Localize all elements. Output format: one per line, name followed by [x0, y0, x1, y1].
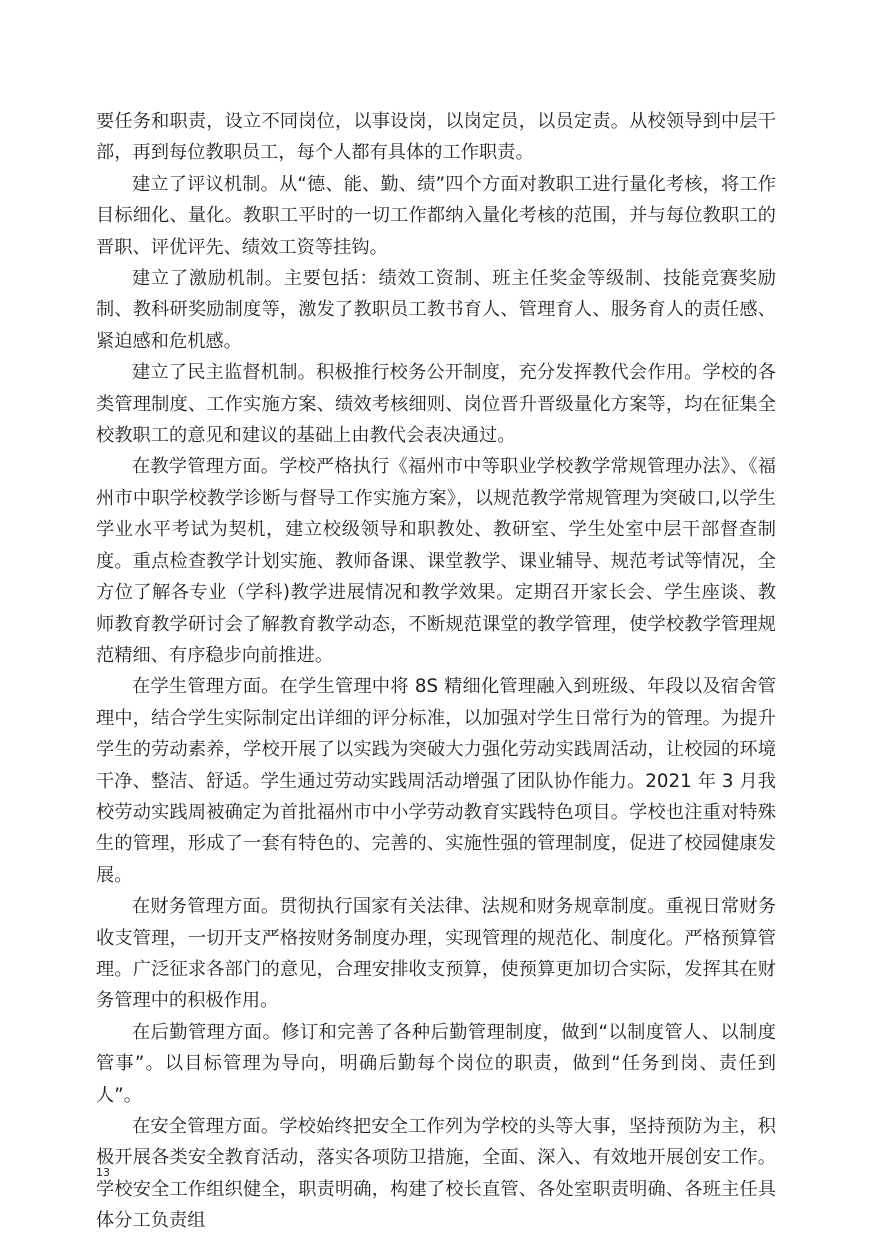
body-text — [96, 106, 776, 1237]
paragraph: 建立了民主监督机制。积极推行校务公开制度，充分发挥教代会作用。学校的各类管理制度、工作实施方案、绩效考核细则、岗位晋升晋级量化方案等，均在征集全校教职工的意见和建议的基础上由教代会表决通过。 — [96, 362, 776, 447]
paragraph: 在后勤管理方面。修订和完善了各种后勤管理制度，做到“以制度管人、以制度管事”。以目标管理为导向，明确后勤每个岗位的职责，做到“任务到岗、责任到人”。 — [96, 1021, 776, 1106]
paragraph: 在安全管理方面。学校始终把安全工作列为学校的头等大事，坚持预防为主，积极开展各类安全教育活动，落实各项防卫措施，全面、深入、有效地开展创安工作。学校安全工作组织健全，职责明确，构建了校长直管、各处室职责明确、各班主任具体分工负责组 — [96, 1116, 776, 1232]
page-number: 13 — [96, 1166, 110, 1179]
paragraph: 在财务管理方面。贯彻执行国家有关法律、法规和财务规章制度。重视日常财务收支管理，一切开支严格按财务制度办理，实现管理的规范化、制度化。严格预算管理。广泛征求各部门的意见，合理安排收支预算，使预算更加切合实际，发挥其在财务管理中的积极作用。 — [96, 896, 776, 1012]
paragraph: 在教学管理方面。学校严格执行《福州市中等职业学校教学常规管理办法》、《福州市中职学校教学诊断与督导工作实施方案》，以规范教学常规管理为突破口,以学生学业水平考试为契机，建立校级领导和职教处、教研室、学生处室中层干部督查制度。重点检查教学计划实施、教师备课、课堂教学、课业辅导、规范考试等情况，全方位了解各专业（学科)教学进展情况和教学效果。定期召开家长会、学生座谈、教师教育教学研讨会了解教育教学动态，不断规范课堂的教学管理，使学校教学管理规范精细、有序稳步向前推进。 — [96, 456, 776, 666]
paragraph: 要任务和职责，设立不同岗位，以事设岗，以岗定员，以员定责。从校领导到中层干部，再到每位教职员工，每个人都有具体的工作职责。 — [96, 111, 776, 164]
paragraph: 建立了评议机制。从“德、能、勤、绩”四个方面对教职工进行量化考核，将工作目标细化、量化。教职工平时的一切工作都纳入量化考核的范围，并与每位教职工的晋职、评优评先、绩效工资等挂钩。 — [96, 173, 776, 258]
paragraph: 在学生管理方面。在学生管理中将 8S 精细化管理融入到班级、年段以及宿舍管理中，结合学生实际制定出详细的评分标准，以加强对学生日常行为的管理。为提升学生的劳动素养，学校开展了以实践为突破大力强化劳动实践周活动，让校园的环境干净、整洁、舒适。学生通过劳动实践周活动增强了团队协作能力。2021 年 3 月我校劳动实践周被确定为首批福州市中小学劳动教育实践特色项目。学校也注重对特殊生的管理，形成了一套有特色的、完善的、实施性强的管理制度，促进了校园健康发展。 — [96, 676, 776, 886]
paragraph: 建立了激励机制。主要包括：绩效工资制、班主任奖金等级制、技能竞赛奖励制、教科研奖励制度等，激发了教职员工教书育人、管理育人、服务育人的责任感、紧迫感和危机感。 — [96, 268, 776, 352]
